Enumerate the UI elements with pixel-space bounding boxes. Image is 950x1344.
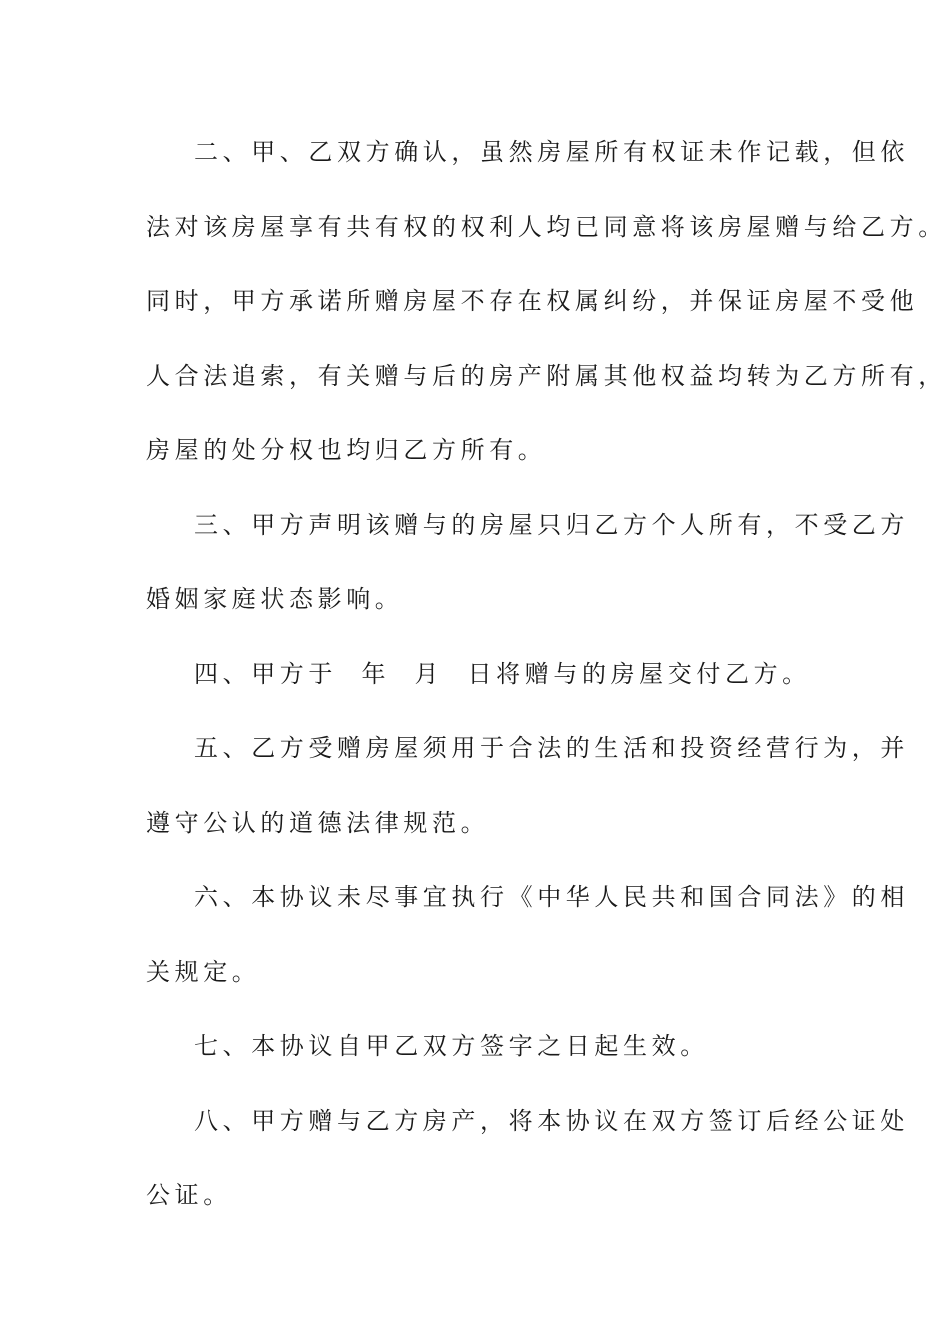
clause-8-line-2: 公证。 bbox=[146, 1181, 232, 1209]
clause-5-line-2: 遵守公认的道德法律规范。 bbox=[146, 809, 490, 837]
clause-7-line-1: 七、本协议自甲乙双方签字之日起生效。 bbox=[194, 1032, 709, 1060]
clause-2-line-5: 房屋的处分权也均归乙方所有。 bbox=[146, 436, 547, 464]
clause-2-line-2: 法对该房屋享有共有权的权利人均已同意将该房屋赠与给乙方。 bbox=[146, 213, 947, 241]
clause-6-line-1: 六、本协议未尽事宜执行《中华人民共和国合同法》的相 bbox=[194, 883, 909, 911]
clause-2-line-1: 二、甲、乙双方确认，虽然房屋所有权证未作记载，但依 bbox=[194, 138, 909, 166]
clause-2-line-3: 同时，甲方承诺所赠房屋不存在权属纠纷，并保证房屋不受他 bbox=[146, 287, 919, 315]
clause-5-line-1: 五、乙方受赠房屋须用于合法的生活和投资经营行为，并 bbox=[194, 734, 909, 762]
clause-4-line-1: 四、甲方于 年 月 日将赠与的房屋交付乙方。 bbox=[194, 660, 811, 688]
clause-3-line-1: 三、甲方声明该赠与的房屋只归乙方个人所有，不受乙方 bbox=[194, 511, 909, 539]
clause-3-line-2: 婚姻家庭状态影响。 bbox=[146, 585, 404, 613]
clause-6-line-2: 关规定。 bbox=[146, 958, 261, 986]
clause-2-line-4: 人合法追索，有关赠与后的房产附属其他权益均转为乙方所有， bbox=[146, 362, 947, 390]
clause-8-line-1: 八、甲方赠与乙方房产，将本协议在双方签订后经公证处 bbox=[194, 1107, 909, 1135]
